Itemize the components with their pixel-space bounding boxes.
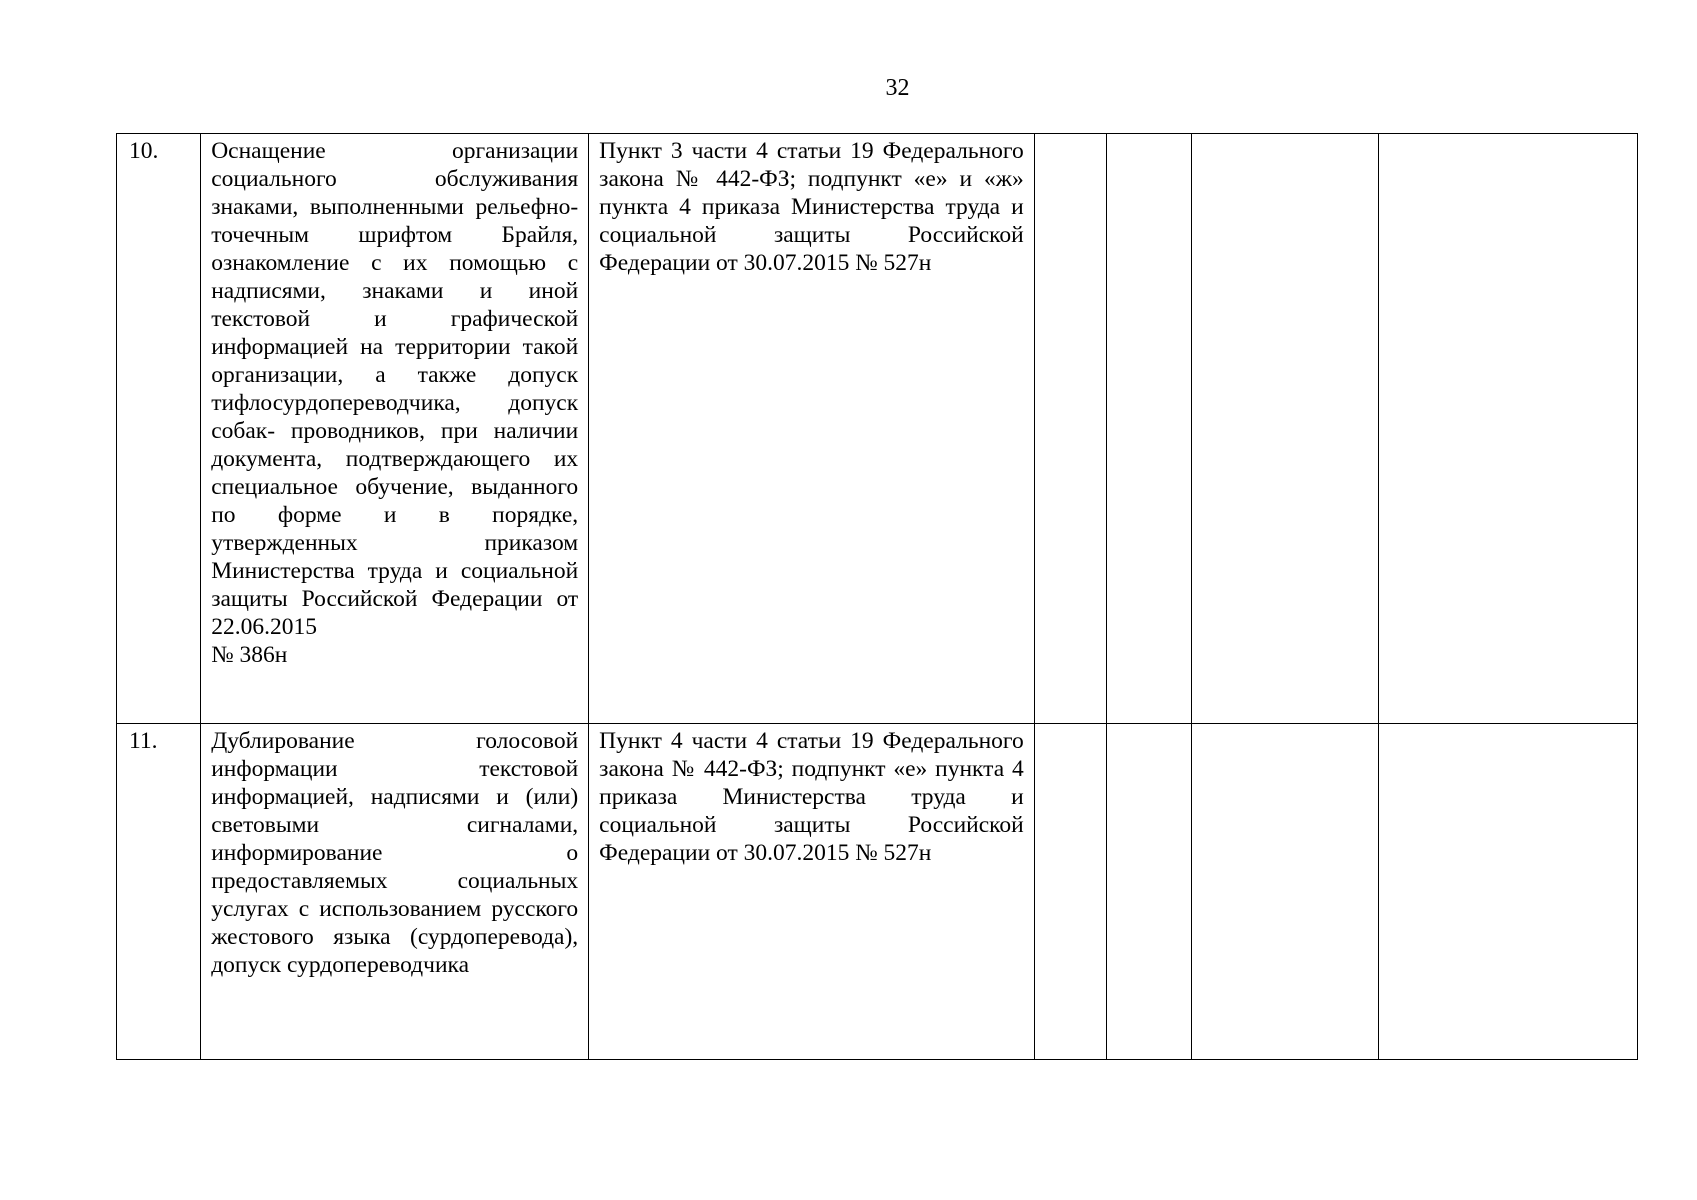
description-line: предоставляемых социальных bbox=[211, 868, 579, 894]
description-line: тифлосурдопереводчика, допуск bbox=[211, 390, 579, 416]
basis-line: пункта 4 приказа Министерства труда и bbox=[599, 194, 1024, 220]
description-line: по форме и в порядке, bbox=[211, 502, 579, 528]
description-cell bbox=[201, 724, 589, 1060]
empty-cell bbox=[1378, 724, 1637, 1060]
description-line: организации, а также допуск bbox=[211, 362, 579, 388]
row-number-cell bbox=[117, 134, 201, 724]
row-number-cell bbox=[117, 724, 201, 1060]
empty-cell bbox=[1378, 134, 1637, 724]
description-line: Министерства труда и социальной bbox=[211, 558, 579, 584]
basis-cell bbox=[589, 134, 1035, 724]
row-number: 10. bbox=[129, 138, 159, 164]
description-line: надписями, знаками и иной bbox=[211, 278, 579, 304]
description-line: документа, подтверждающего их bbox=[211, 446, 579, 472]
requirements-table bbox=[116, 133, 1638, 1060]
empty-cell bbox=[1107, 724, 1192, 1060]
description-line: информацией на территории такой bbox=[211, 334, 579, 360]
description-line: точечным шрифтом Брайля, bbox=[211, 222, 579, 248]
description-cell bbox=[201, 134, 589, 724]
description-line: Оснащение организации bbox=[211, 138, 579, 164]
description-line: утвержденных приказом bbox=[211, 530, 579, 556]
basis-line: социальной защиты Российской bbox=[599, 222, 1024, 248]
page-number: 32 bbox=[885, 75, 910, 101]
description-line: 22.06.2015 bbox=[211, 614, 317, 640]
description-line: защиты Российской Федерации от bbox=[211, 586, 579, 612]
basis-cell bbox=[589, 724, 1035, 1060]
empty-cell bbox=[1034, 134, 1106, 724]
empty-cell bbox=[1192, 724, 1379, 1060]
basis-line: социальной защиты Российской bbox=[599, 812, 1024, 838]
description-line: социального обслуживания bbox=[211, 166, 579, 192]
basis-line: Пункт 3 части 4 статьи 19 Федерального bbox=[599, 138, 1024, 164]
description-line: ознакомление с их помощью с bbox=[211, 250, 579, 276]
basis-line: закона № 442-ФЗ; подпункт «е» и «ж» bbox=[599, 166, 1024, 192]
description-line: собак- проводников, при наличии bbox=[211, 418, 579, 444]
empty-cell bbox=[1107, 134, 1192, 724]
description-line: специальное обучение, выданного bbox=[211, 474, 579, 500]
description-line: услугах с использованием русского bbox=[211, 896, 579, 922]
description-line: допуск сурдопереводчика bbox=[211, 952, 470, 978]
empty-cell bbox=[1034, 724, 1106, 1060]
description-line: № 386н bbox=[211, 642, 288, 668]
description-line: знаками, выполненными рельефно- bbox=[211, 194, 579, 220]
row-number: 11. bbox=[129, 728, 158, 754]
basis-line: Федерации от 30.07.2015 № 527н bbox=[599, 250, 932, 276]
table-row bbox=[117, 724, 1638, 1060]
description-line: жестового языка (сурдоперевода), bbox=[211, 924, 579, 950]
basis-line: приказа Министерства труда и bbox=[599, 784, 1024, 810]
basis-line: Федерации от 30.07.2015 № 527н bbox=[599, 840, 932, 866]
description-line: световыми сигналами, bbox=[211, 812, 579, 838]
empty-cell bbox=[1192, 134, 1379, 724]
basis-line: Пункт 4 части 4 статьи 19 Федерального bbox=[599, 728, 1024, 754]
description-line: информирование о bbox=[211, 840, 579, 866]
description-line: текстовой и графической bbox=[211, 306, 579, 332]
description-line: Дублирование голосовой bbox=[211, 728, 579, 754]
description-line: информацией, надписями и (или) bbox=[211, 784, 579, 810]
table-row bbox=[117, 134, 1638, 724]
basis-line: закона № 442-ФЗ; подпункт «е» пункта 4 bbox=[599, 756, 1024, 782]
description-line: информации текстовой bbox=[211, 756, 579, 782]
